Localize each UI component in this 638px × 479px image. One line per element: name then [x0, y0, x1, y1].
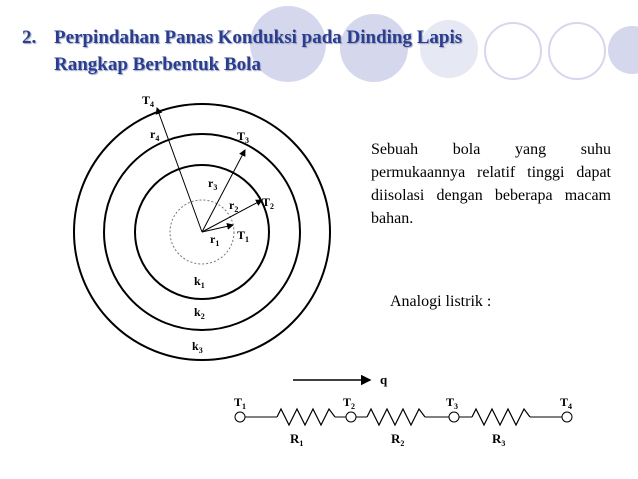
resistor-r3	[472, 409, 530, 425]
resistor-r2	[367, 409, 425, 425]
circuit-node-t1	[235, 412, 245, 422]
circuit-node-t3	[449, 412, 459, 422]
radius-label-r2: $r_2$	[229, 198, 239, 214]
radius-arrow-r4	[157, 108, 202, 232]
resistor-label-r2: $R_2$	[391, 431, 405, 448]
radius-label-r3: $r_3$	[208, 176, 218, 192]
heat-flow-label: q	[380, 372, 388, 387]
radius-arrow-r1	[202, 225, 233, 232]
circuit-node-label-t3: $T_3$	[446, 395, 459, 411]
circuit-node-label-t2: $T_2$	[343, 395, 356, 411]
title-number: 2.	[22, 27, 37, 48]
radius-arrow-r3	[202, 150, 245, 232]
circuit-node-t4	[562, 412, 572, 422]
description-text: Sebuah bola yang suhu permukaannya relatif tinggi dapat diisolasi dengan beberapa macam bahan.	[371, 141, 611, 227]
circuit-node-label-t4: $T_4$	[560, 395, 573, 411]
title-line-2: Rangkap Berbentuk Bola	[54, 54, 261, 75]
conductivity-label-k1: $k_1$	[194, 274, 205, 290]
sphere-temp-label-3: $T_3$	[237, 129, 250, 145]
sphere-temp-label-4: $T_4$	[142, 93, 155, 109]
circuit-node-t2	[346, 412, 356, 422]
radius-label-r4: $r_4$	[150, 127, 160, 143]
conductivity-label-k2: $k_2$	[194, 305, 205, 321]
resistor-r1	[277, 409, 335, 425]
resistor-label-r1: $R_1$	[290, 431, 304, 448]
conductivity-label-k3: $k_3$	[192, 339, 203, 355]
sphere-temp-label-2: $T_2$	[262, 195, 275, 211]
sphere-temp-label-1: $T_1$	[237, 228, 250, 244]
title-line-1: Perpindahan Panas Konduksi pada Dinding Lapis	[54, 27, 463, 48]
resistor-label-r3: $R_3$	[492, 431, 506, 448]
electrical-analogy-label: Analogi listrik :	[390, 293, 492, 310]
circuit-node-label-t1: $T_1$	[234, 395, 247, 411]
radius-label-r1: $r_1$	[210, 232, 220, 248]
